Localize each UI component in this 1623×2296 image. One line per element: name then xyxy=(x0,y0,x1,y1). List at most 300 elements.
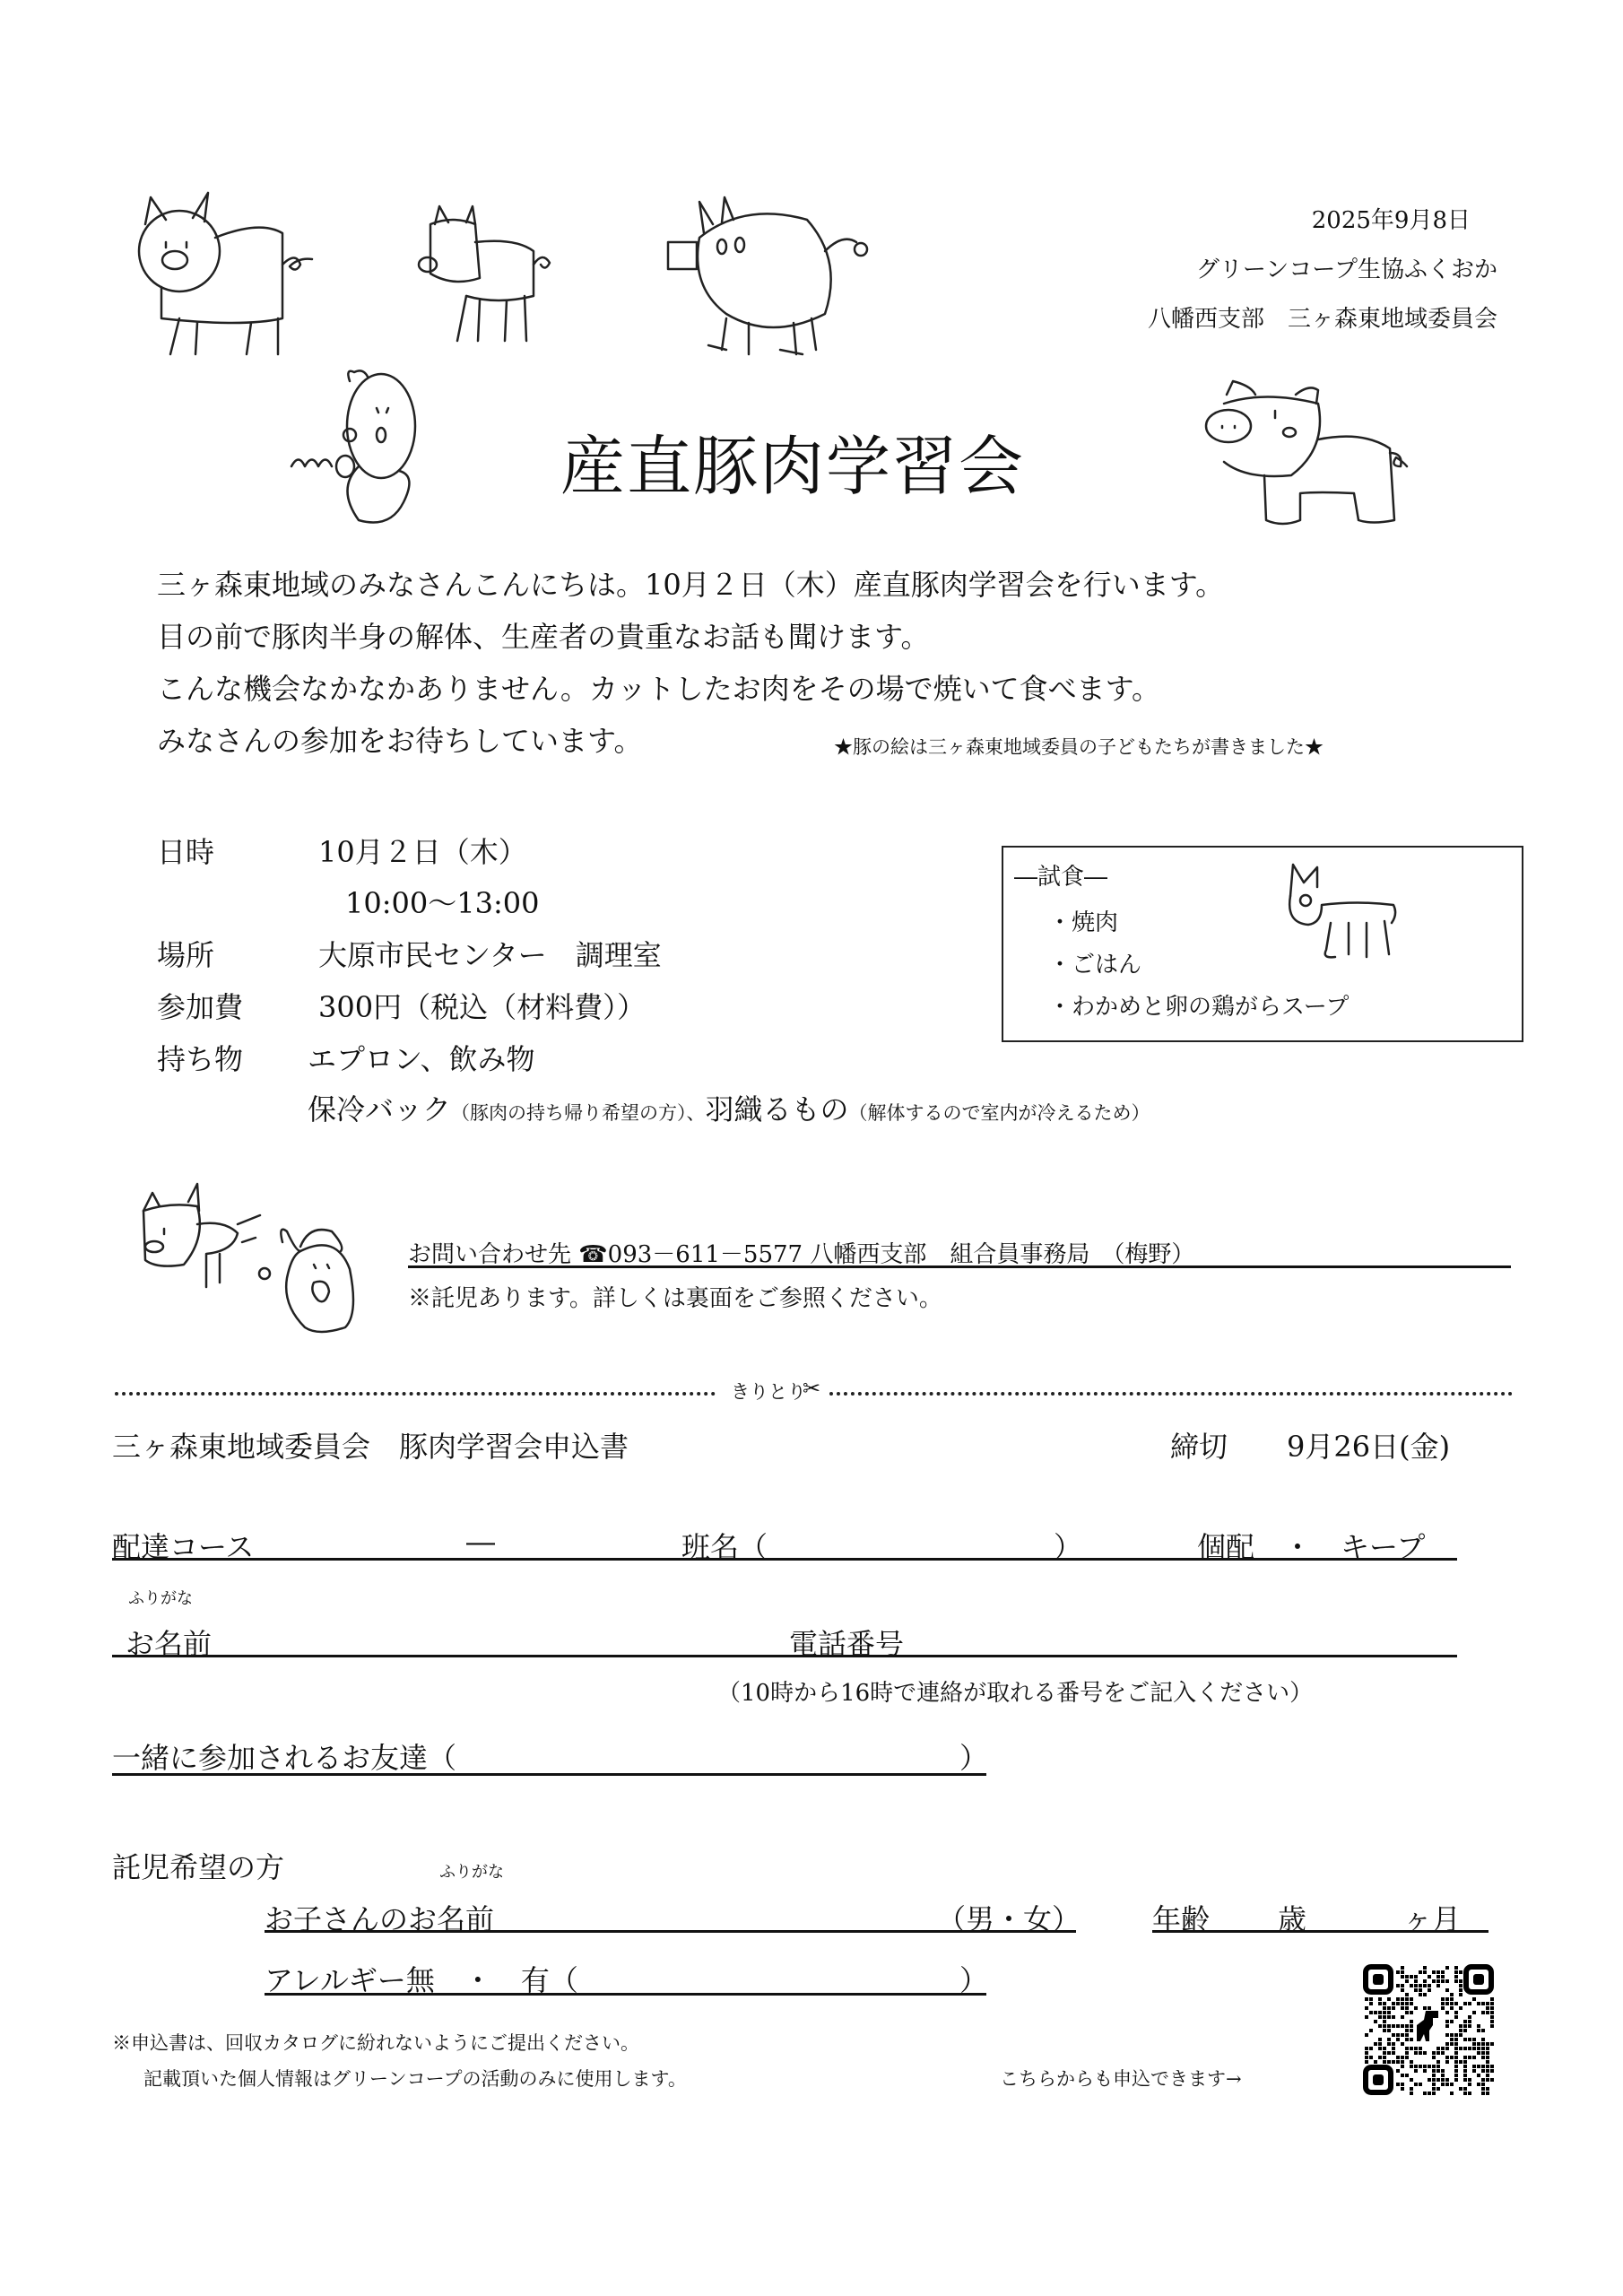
qr-code[interactable] xyxy=(1361,1962,1496,2097)
qr-module xyxy=(1450,2056,1454,2059)
qr-module xyxy=(1441,2069,1445,2073)
qr-module xyxy=(1441,1979,1445,1983)
qr-module xyxy=(1387,2006,1391,2010)
pig-drawing-3 xyxy=(664,197,897,359)
qr-module xyxy=(1405,2006,1409,2010)
pig-drawing-2 xyxy=(417,206,578,350)
course-field[interactable] xyxy=(112,1558,1457,1561)
qr-module xyxy=(1419,2051,1422,2055)
qr-module xyxy=(1459,2029,1462,2032)
qr-module xyxy=(1450,2038,1454,2041)
qr-module xyxy=(1445,1997,1449,2001)
tasting-box xyxy=(1002,846,1523,1042)
qr-module xyxy=(1378,2038,1382,2041)
qr-module xyxy=(1401,1966,1404,1970)
qr-module xyxy=(1419,1984,1422,1987)
course-dash: ― xyxy=(466,1525,495,1559)
qr-module xyxy=(1378,2047,1382,2050)
qr-module xyxy=(1414,1979,1418,1983)
allergy-field[interactable] xyxy=(265,1993,986,1996)
qr-module xyxy=(1445,2042,1449,2046)
fee-label: 参加費 xyxy=(157,990,244,1024)
qr-module xyxy=(1463,2074,1467,2077)
qr-module xyxy=(1396,2024,1400,2028)
event-time: 10:00〜13:00 xyxy=(345,886,540,920)
qr-module xyxy=(1405,2074,1409,2077)
qr-module xyxy=(1405,2002,1409,2005)
qr-module xyxy=(1383,2024,1386,2028)
qr-module xyxy=(1441,2047,1445,2050)
qr-module xyxy=(1472,2038,1476,2041)
organization-name: グリーンコープ生協ふくおか xyxy=(1195,257,1497,283)
qr-module xyxy=(1401,2024,1404,2028)
qr-module xyxy=(1459,1984,1462,1987)
intro-line-3: こんな機会なかなかありません。カットしたお肉をその場で焼いて食べます。 xyxy=(157,672,1161,706)
qr-module xyxy=(1472,2011,1476,2014)
childcare-note: ※託児あります。詳しくは裏面をご参照ください。 xyxy=(408,1285,942,1312)
qr-module xyxy=(1401,2083,1404,2086)
qr-module xyxy=(1445,1966,1449,1970)
phone-note: （10時から16時で連絡が取れる番号をご記入ください） xyxy=(717,1680,1314,1707)
age-years-label: 歳 xyxy=(1278,1902,1307,1936)
qr-module xyxy=(1481,2087,1485,2091)
qr-module xyxy=(1365,1997,1368,2001)
qr-module xyxy=(1387,2038,1391,2041)
qr-module xyxy=(1401,2033,1404,2037)
qr-module xyxy=(1463,2029,1467,2032)
allergy-label[interactable]: アレルギー無 ・ 有（ xyxy=(265,1963,578,1997)
contact-line xyxy=(408,1236,1194,1269)
age-label: 年齢 xyxy=(1152,1902,1211,1936)
qr-module xyxy=(1410,2024,1413,2028)
qr-module xyxy=(1459,2087,1462,2091)
qr-module xyxy=(1490,2006,1494,2010)
friend-field[interactable] xyxy=(112,1773,986,1776)
qr-module xyxy=(1369,2029,1373,2032)
qr-module xyxy=(1392,2006,1395,2010)
child-name-field[interactable] xyxy=(265,1930,1076,1933)
qr-module xyxy=(1477,2074,1480,2077)
pig-drawing-8 xyxy=(1286,860,1411,959)
qr-module xyxy=(1472,2069,1476,2073)
qr-module xyxy=(1374,2060,1377,2064)
qr-module xyxy=(1445,2083,1449,2086)
qr-module xyxy=(1428,1988,1431,1992)
cut-label: きりとり xyxy=(731,1381,806,1403)
qr-module xyxy=(1454,2038,1458,2041)
qr-module xyxy=(1383,2002,1386,2005)
qr-module xyxy=(1445,1979,1449,1983)
age-field[interactable] xyxy=(1152,1930,1488,1933)
qr-module xyxy=(1459,1993,1462,1996)
qr-module xyxy=(1383,2020,1386,2023)
qr-module xyxy=(1486,2092,1489,2095)
qr-module xyxy=(1463,2024,1467,2028)
qr-module xyxy=(1477,2042,1480,2046)
qr-module xyxy=(1405,2047,1409,2050)
qr-module xyxy=(1490,2015,1494,2019)
course-label: 配達コース xyxy=(112,1530,255,1564)
qr-module xyxy=(1423,1984,1427,1987)
qr-module xyxy=(1445,2056,1449,2059)
qr-module xyxy=(1383,2006,1386,2010)
qr-module xyxy=(1481,2002,1485,2005)
qr-module xyxy=(1396,2083,1400,2086)
qr-module xyxy=(1486,2069,1489,2073)
qr-module xyxy=(1441,2006,1445,2010)
qr-module xyxy=(1365,2051,1368,2055)
qr-module xyxy=(1481,2083,1485,2086)
age-months-label: ヶ月 xyxy=(1403,1902,1462,1936)
qr-module xyxy=(1419,2065,1422,2068)
qr-module xyxy=(1454,1970,1458,1974)
qr-module xyxy=(1423,2092,1427,2095)
contact-underline xyxy=(408,1265,1511,1268)
qr-module xyxy=(1401,1984,1404,1987)
qr-module xyxy=(1401,2006,1404,2010)
qr-module xyxy=(1477,2047,1480,2050)
qr-module xyxy=(1365,2056,1368,2059)
qr-module xyxy=(1468,2024,1471,2028)
qr-module xyxy=(1378,2002,1382,2005)
qr-module xyxy=(1432,2083,1436,2086)
qr-module xyxy=(1490,2069,1494,2073)
qr-module xyxy=(1454,2015,1458,2019)
qr-module xyxy=(1472,2047,1476,2050)
qr-module xyxy=(1436,1984,1440,1987)
qr-module xyxy=(1472,1997,1476,2001)
qr-module xyxy=(1428,1984,1431,1987)
qr-module xyxy=(1468,2020,1471,2023)
pig-drawing-4 xyxy=(282,368,444,529)
qr-module xyxy=(1432,1979,1436,1983)
qr-module xyxy=(1432,2051,1436,2055)
qr-module xyxy=(1432,2056,1436,2059)
qr-module xyxy=(1396,1970,1400,1974)
qr-module xyxy=(1459,1988,1462,1992)
qr-module xyxy=(1396,2002,1400,2005)
qr-module xyxy=(1405,1993,1409,1996)
qr-module xyxy=(1441,2074,1445,2077)
pig-drawing-7 xyxy=(265,1215,363,1332)
items-label: 持ち物 xyxy=(157,1042,244,1076)
qr-module xyxy=(1459,1979,1462,1983)
qr-module xyxy=(1436,2065,1440,2068)
qr-module xyxy=(1441,1970,1445,1974)
qr-module xyxy=(1387,2042,1391,2046)
footnote-submission: ※申込書は、回収カタログに紛れないようにご提出ください。 xyxy=(112,2032,639,2054)
qr-module xyxy=(1396,2069,1400,2073)
qr-module xyxy=(1378,1997,1382,2001)
qr-module xyxy=(1410,1984,1413,1987)
qr-module xyxy=(1445,2078,1449,2082)
qr-module xyxy=(1396,2038,1400,2041)
qr-module xyxy=(1468,2015,1471,2019)
qr-module xyxy=(1387,2029,1391,2032)
qr-module xyxy=(1486,2047,1489,2050)
qr-module xyxy=(1486,2011,1489,2014)
qr-module xyxy=(1428,1975,1431,1979)
qr-module xyxy=(1392,2042,1395,2046)
qr-module xyxy=(1432,2087,1436,2091)
qr-module xyxy=(1477,2051,1480,2055)
qr-module xyxy=(1392,2060,1395,2064)
qr-module xyxy=(1423,2069,1427,2073)
qr-module xyxy=(1450,2083,1454,2086)
qr-module xyxy=(1419,2047,1422,2050)
qr-module xyxy=(1419,1993,1422,1996)
qr-module xyxy=(1441,1997,1445,2001)
name-phone-field[interactable] xyxy=(112,1655,1457,1657)
qr-module xyxy=(1428,2006,1431,2010)
qr-module xyxy=(1459,2006,1462,2010)
qr-module xyxy=(1432,2065,1436,2068)
qr-module xyxy=(1423,2051,1427,2055)
qr-module xyxy=(1374,2011,1377,2014)
drawings-note: ★豚の絵は三ヶ森東地域委員の子どもたちが書きました★ xyxy=(834,736,1324,758)
qr-module xyxy=(1401,2056,1404,2059)
qr-module xyxy=(1454,1979,1458,1983)
qr-module xyxy=(1481,2038,1485,2041)
qr-module xyxy=(1486,2078,1489,2082)
pig-drawing-5 xyxy=(1211,377,1417,529)
tasting-item: ・ごはん xyxy=(1048,952,1142,978)
qr-module xyxy=(1410,2078,1413,2082)
qr-module xyxy=(1490,2020,1494,2023)
qr-module xyxy=(1387,2011,1391,2014)
allergy-close: ） xyxy=(959,1963,989,1997)
qr-module xyxy=(1468,2092,1471,2095)
qr-module xyxy=(1365,2033,1368,2037)
name-label: お名前 xyxy=(126,1627,213,1661)
qr-module xyxy=(1454,2011,1458,2014)
qr-module xyxy=(1450,1997,1454,2001)
qr-module xyxy=(1396,2033,1400,2037)
qr-module xyxy=(1486,2056,1489,2059)
qr-module xyxy=(1428,2092,1431,2095)
qr-module xyxy=(1445,1988,1449,1992)
qr-module xyxy=(1441,2078,1445,2082)
qr-module xyxy=(1410,2002,1413,2005)
qr-module xyxy=(1468,2056,1471,2059)
qr-module xyxy=(1472,2065,1476,2068)
qr-module xyxy=(1450,2006,1454,2010)
qr-module xyxy=(1423,1970,1427,1974)
form-title: 三ヶ森東地域委員会 豚肉学習会申込書 xyxy=(112,1430,629,1464)
contact-label: お問い合わせ先 xyxy=(408,1241,572,1268)
qr-module xyxy=(1410,1975,1413,1979)
items-line-2 xyxy=(308,1087,1150,1128)
qr-module xyxy=(1450,2002,1454,2005)
qr-module xyxy=(1463,2060,1467,2064)
qr-module xyxy=(1423,1966,1427,1970)
contact-office: 八幡西支部 組合員事務局 （梅野） xyxy=(810,1241,1195,1268)
qr-module xyxy=(1401,2087,1404,2091)
qr-module xyxy=(1463,2038,1467,2041)
qr-module xyxy=(1481,2011,1485,2014)
qr-module xyxy=(1486,2060,1489,2064)
qr-module xyxy=(1405,2024,1409,2028)
qr-module xyxy=(1481,2078,1485,2082)
child-gender[interactable]: （男・女） xyxy=(937,1902,1081,1936)
qr-module xyxy=(1405,1975,1409,1979)
qr-module xyxy=(1383,2051,1386,2055)
qr-module xyxy=(1441,1975,1445,1979)
intro-line-4: みなさんの参加をお待ちしています。 xyxy=(157,724,643,758)
qr-module xyxy=(1423,1993,1427,1996)
items-line-1: エプロン、飲み物 xyxy=(308,1042,535,1076)
friend-label: 一緒に参加されるお友達（ xyxy=(112,1741,457,1775)
qr-module xyxy=(1410,1997,1413,2001)
qr-module xyxy=(1436,2087,1440,2091)
qr-module xyxy=(1463,2092,1467,2095)
qr-module xyxy=(1486,2065,1489,2068)
qr-module xyxy=(1401,1970,1404,1974)
qr-module xyxy=(1410,2060,1413,2064)
cooler-bag-item: 保冷バック xyxy=(308,1092,452,1126)
qr-module xyxy=(1441,2051,1445,2055)
qr-module xyxy=(1490,2065,1494,2068)
qr-module xyxy=(1486,2002,1489,2005)
childcare-label: 託児希望の方 xyxy=(112,1850,285,1884)
contact-phone: 093－611－5577 xyxy=(607,1241,803,1268)
qr-module xyxy=(1481,2042,1485,2046)
qr-module xyxy=(1410,2047,1413,2050)
qr-module xyxy=(1463,2069,1467,2073)
qr-module xyxy=(1463,2056,1467,2059)
qr-module xyxy=(1477,2002,1480,2005)
qr-module xyxy=(1369,2011,1373,2014)
qr-module xyxy=(1445,2024,1449,2028)
outerwear-note: （解体するので室内が冷えるため） xyxy=(848,1102,1150,1124)
qr-module xyxy=(1378,2042,1382,2046)
intro-line-2: 目の前で豚肉半身の解体、生産者の貴重なお話も聞けます。 xyxy=(157,620,930,654)
committee-name: 八幡西支部 三ヶ森東地域委員会 xyxy=(1147,306,1497,333)
qr-module xyxy=(1414,1975,1418,1979)
qr-module xyxy=(1387,2060,1391,2064)
cut-line-right xyxy=(829,1392,1513,1396)
qr-module xyxy=(1481,2051,1485,2055)
qr-module xyxy=(1436,1979,1440,1983)
intro-line-1: 三ヶ森東地域のみなさんこんにちは。10月２日（木）産直豚肉学習会を行います。 xyxy=(157,568,1225,602)
qr-module xyxy=(1436,1975,1440,1979)
qr-module xyxy=(1481,2047,1485,2050)
qr-module xyxy=(1450,2033,1454,2037)
qr-module xyxy=(1454,2078,1458,2082)
qr-module xyxy=(1468,2047,1471,2050)
qr-module xyxy=(1454,2074,1458,2077)
qr-module xyxy=(1414,1984,1418,1987)
qr-module xyxy=(1392,2033,1395,2037)
qr-module xyxy=(1419,1970,1422,1974)
qr-module xyxy=(1405,2056,1409,2059)
qr-module xyxy=(1392,2002,1395,2005)
qr-module xyxy=(1477,2024,1480,2028)
qr-module xyxy=(1383,2011,1386,2014)
qr-module xyxy=(1432,2074,1436,2077)
qr-module xyxy=(1454,2033,1458,2037)
qr-module xyxy=(1419,2083,1422,2086)
qr-module xyxy=(1481,2069,1485,2073)
qr-module xyxy=(1490,2024,1494,2028)
qr-module xyxy=(1410,2092,1413,2095)
group-close: ） xyxy=(1054,1530,1083,1564)
delivery-options[interactable]: 個配 ・ キープ xyxy=(1197,1530,1426,1564)
qr-module xyxy=(1445,2033,1449,2037)
qr-module xyxy=(1490,2011,1494,2014)
qr-module xyxy=(1410,2087,1413,2091)
qr-module xyxy=(1463,2065,1467,2068)
qr-module xyxy=(1383,2056,1386,2059)
qr-module xyxy=(1454,2047,1458,2050)
qr-module xyxy=(1414,2069,1418,2073)
qr-module xyxy=(1414,2083,1418,2086)
qr-module xyxy=(1423,1979,1427,1983)
qr-module xyxy=(1405,2029,1409,2032)
qr-module xyxy=(1454,1975,1458,1979)
page-title: 産直豚肉学習会 xyxy=(560,429,1026,504)
qr-module xyxy=(1450,2092,1454,2095)
qr-module xyxy=(1454,2056,1458,2059)
name-furigana-label: ふりがな xyxy=(128,1589,193,1608)
qr-module xyxy=(1468,2038,1471,2041)
qr-module xyxy=(1383,2060,1386,2064)
scissors-icon: ✂ xyxy=(803,1376,821,1401)
qr-module xyxy=(1486,2042,1489,2046)
qr-module xyxy=(1432,2069,1436,2073)
qr-module xyxy=(1369,2056,1373,2059)
outerwear-item: 羽織るもの xyxy=(705,1092,849,1126)
child-name-label: お子さんのお名前 xyxy=(265,1902,495,1936)
qr-module xyxy=(1486,2006,1489,2010)
qr-module xyxy=(1472,2042,1476,2046)
qr-module xyxy=(1405,2033,1409,2037)
qr-module xyxy=(1410,2065,1413,2068)
qr-module xyxy=(1401,2042,1404,2046)
pig-drawing-1 xyxy=(135,193,314,354)
qr-module xyxy=(1432,2092,1436,2095)
qr-module xyxy=(1428,2078,1431,2082)
qr-module xyxy=(1463,2002,1467,2005)
qr-module xyxy=(1450,1993,1454,1996)
qr-module xyxy=(1481,2092,1485,2095)
qr-module xyxy=(1405,1997,1409,2001)
qr-module xyxy=(1441,2002,1445,2005)
qr-module xyxy=(1450,2020,1454,2023)
qr-module xyxy=(1436,2060,1440,2064)
qr-module xyxy=(1454,2002,1458,2005)
qr-module xyxy=(1477,2083,1480,2086)
qr-module xyxy=(1378,2056,1382,2059)
issue-date: 2025年9月8日 xyxy=(1311,207,1471,234)
qr-module xyxy=(1477,2065,1480,2068)
tasting-heading: ―試食― xyxy=(1014,864,1108,891)
qr-module xyxy=(1405,2051,1409,2055)
qr-module xyxy=(1490,2002,1494,2005)
telephone-icon: ☎ xyxy=(578,1241,608,1268)
qr-module xyxy=(1392,2047,1395,2050)
qr-module xyxy=(1410,2011,1413,2014)
qr-module xyxy=(1369,1997,1373,2001)
event-date: 10月２日（木） xyxy=(318,835,527,869)
qr-module xyxy=(1396,2056,1400,2059)
qr-module xyxy=(1383,2047,1386,2050)
qr-module xyxy=(1378,2015,1382,2019)
qr-module xyxy=(1441,2083,1445,2086)
cooler-bag-note: （豚肉の持ち帰り希望の方）、 xyxy=(451,1102,706,1124)
qr-module xyxy=(1486,2074,1489,2077)
qr-module xyxy=(1365,2015,1368,2019)
